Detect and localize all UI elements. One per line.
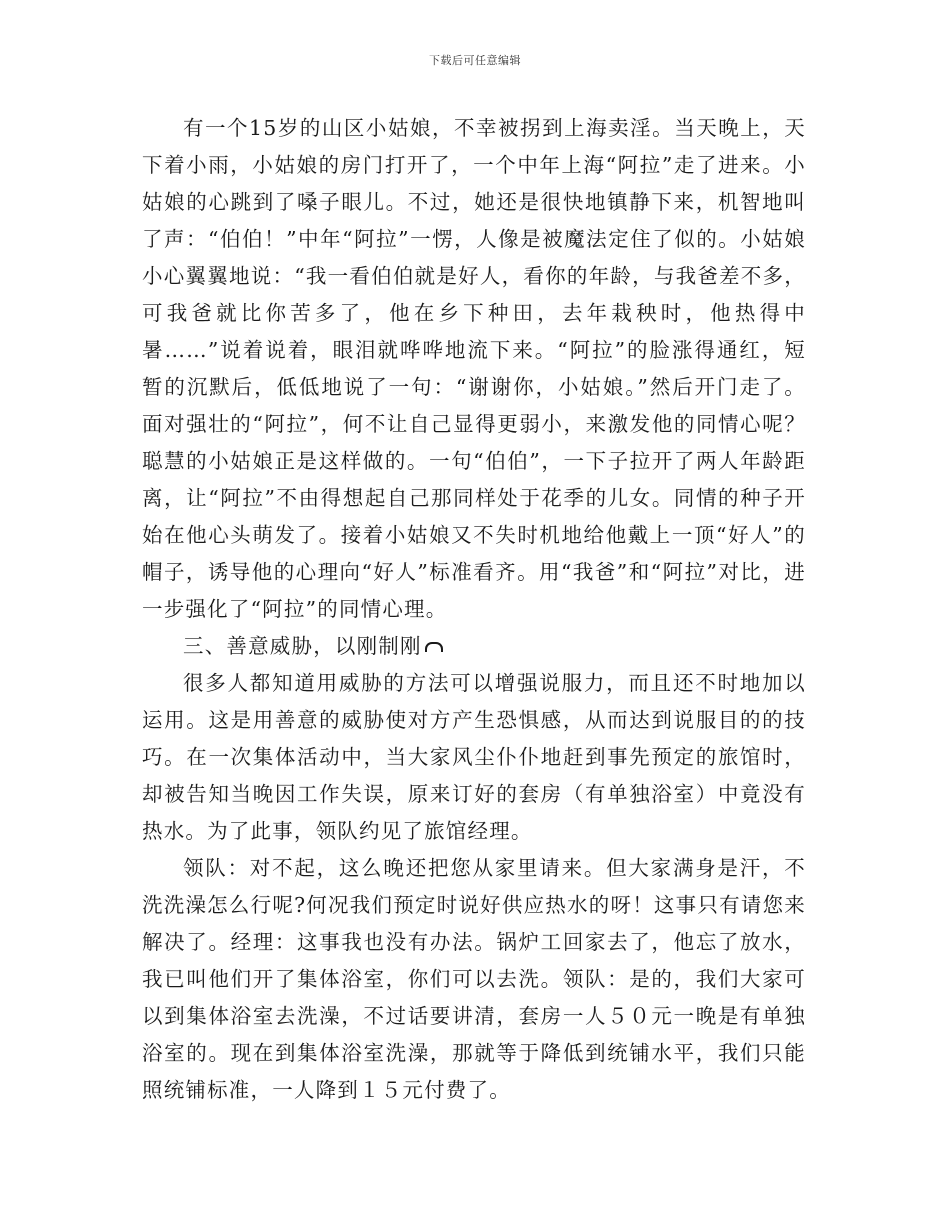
paragraph-3: 领队：对不起，这么晚还把您从家里请来。但大家满身是汗，不洗洗澡怎么行呢?何况我们预定时说好供应热水的呀！这事只有请您来解决了。经理：这事我也没有办法。锅炉工回家去了，他忘了放水，我已叫他们开了集体浴室，你们可以去洗。领队：是的，我们大家可以到集体浴室去洗澡，不过话要讲清，套房一人５０元一晚是有单独浴室的。现在到集体浴室洗澡，那就等于降低到统铺水平，我们只能照统铺标准，一人降到１５元付费了。 [142, 856, 806, 1102]
paragraph-2: 很多人都知道用威胁的方法可以增强说服力，而且还不时地加以运用。这是用善意的威胁使对方产生恐惧感，从而达到说服目的的技巧。在一次集体活动中，当大家风尘仆仆地赶到事先预定的旅馆时，却被告知当晚因工作失误，原来订好的套房（有单独浴室）中竟没有热水。为了此事，领队约见了旅馆经理。 [142, 671, 806, 843]
anchor-mark-icon [425, 642, 443, 652]
section-heading [142, 628, 806, 665]
section-heading-text: 三、善意威胁，以刚制刚 [183, 634, 422, 658]
page-header: 下载后可任意编辑 [429, 54, 521, 67]
document-body [142, 110, 806, 1109]
paragraph-1: 有一个15岁的山区小姑娘，不幸被拐到上海卖淫。当天晚上，天下着小雨，小姑娘的房门打开了，一个中年上海“阿拉”走了进来。小姑娘的心跳到了嗓子眼儿。不过，她还是很快地镇静下来，机智地叫了声：“伯伯！”中年“阿拉”一愣，人像是被魔法定住了似的。小姑娘小心翼翼地说：“我一看伯伯就是好人，看你的年龄，与我爸差不多，可我爸就比你苦多了，他在乡下种田，去年栽秧时，他热得中暑……”说着说着，眼泪就哗哗地流下来。“阿拉”的脸涨得通红，短暂的沉默后，低低地说了一句：“谢谢你，小姑娘。”然后开门走了。面对强壮的“阿拉”，何不让自己显得更弱小，来激发他的同情心呢？聪慧的小姑娘正是这样做的。一句“伯伯”，一下子拉开了两人年龄距离，让“阿拉”不由得想起自己那同样处于花季的儿女。同情的种子开始在他心头萌发了。接着小姑娘又不失时机地给他戴上一顶“好人”的帽子，诱导他的心理向“好人”标准看齐。用“我爸”和“阿拉”对比，进一步强化了“阿拉”的同情心理。 [142, 116, 806, 621]
